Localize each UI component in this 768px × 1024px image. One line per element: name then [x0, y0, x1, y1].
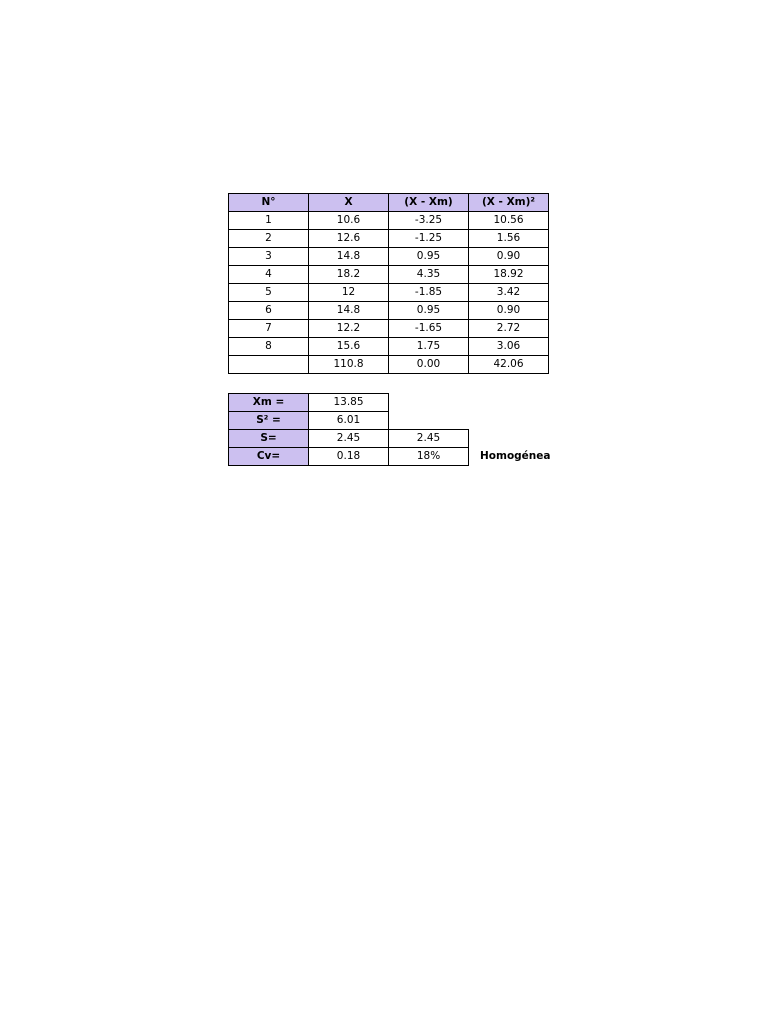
cv-row	[229, 448, 469, 466]
table-row	[229, 338, 549, 356]
cell-dev: 1.75	[389, 338, 469, 356]
table-row	[229, 212, 549, 230]
cell-x: 18.2	[309, 266, 389, 284]
cell-x: 12.6	[309, 230, 389, 248]
blank-cell	[389, 412, 469, 430]
header-x: X	[309, 194, 389, 212]
cell-dev2: 0.90	[469, 248, 549, 266]
cell-n: 8	[229, 338, 309, 356]
cell-x: 12.2	[309, 320, 389, 338]
cell-dev2: 3.06	[469, 338, 549, 356]
std-dev-row	[229, 430, 469, 448]
cv-percent: 18%	[389, 448, 469, 466]
cell-dev: -1.85	[389, 284, 469, 302]
cell-dev2: 1.56	[469, 230, 549, 248]
header-n: N°	[229, 194, 309, 212]
table-row	[229, 230, 549, 248]
cell-x: 10.6	[309, 212, 389, 230]
variance-row	[229, 412, 469, 430]
cell-dev: 4.35	[389, 266, 469, 284]
total-dev: 0.00	[389, 356, 469, 374]
cell-dev: -1.25	[389, 230, 469, 248]
cell-dev2: 18.92	[469, 266, 549, 284]
total-x: 110.8	[309, 356, 389, 374]
statistics-table	[228, 393, 469, 466]
cell-x: 15.6	[309, 338, 389, 356]
cell-dev: -1.65	[389, 320, 469, 338]
table-row	[229, 284, 549, 302]
cell-dev: -3.25	[389, 212, 469, 230]
mean-value: 13.85	[309, 394, 389, 412]
mean-label: Xm =	[229, 394, 309, 412]
table-row	[229, 248, 549, 266]
cell-n: 2	[229, 230, 309, 248]
std-dev-value: 2.45	[309, 430, 389, 448]
blank-cell	[389, 394, 469, 412]
cell-dev: 0.95	[389, 302, 469, 320]
cell-dev2: 0.90	[469, 302, 549, 320]
table-row	[229, 266, 549, 284]
cell-x: 12	[309, 284, 389, 302]
cell-dev2: 2.72	[469, 320, 549, 338]
variance-label: S² =	[229, 412, 309, 430]
cell-n: 5	[229, 284, 309, 302]
std-dev-extra: 2.45	[389, 430, 469, 448]
header-deviation: (X - Xm)	[389, 194, 469, 212]
cell-n: 4	[229, 266, 309, 284]
cell-n: 1	[229, 212, 309, 230]
table-row	[229, 302, 549, 320]
cell-dev: 0.95	[389, 248, 469, 266]
cell-n: 3	[229, 248, 309, 266]
deviation-table	[228, 193, 549, 374]
cell-n: 6	[229, 302, 309, 320]
std-dev-label: S=	[229, 430, 309, 448]
cell-n: 7	[229, 320, 309, 338]
header-squared-deviation: (X - Xm)²	[469, 194, 549, 212]
cell-dev2: 3.42	[469, 284, 549, 302]
cell-x: 14.8	[309, 302, 389, 320]
classification-label: Homogénea	[480, 450, 551, 462]
variance-value: 6.01	[309, 412, 389, 430]
total-n	[229, 356, 309, 374]
cell-dev2: 10.56	[469, 212, 549, 230]
total-dev2: 42.06	[469, 356, 549, 374]
mean-row	[229, 394, 469, 412]
cv-label: Cv=	[229, 448, 309, 466]
cv-value: 0.18	[309, 448, 389, 466]
table-row	[229, 320, 549, 338]
cell-x: 14.8	[309, 248, 389, 266]
table-header-row	[229, 194, 549, 212]
totals-row	[229, 356, 549, 374]
